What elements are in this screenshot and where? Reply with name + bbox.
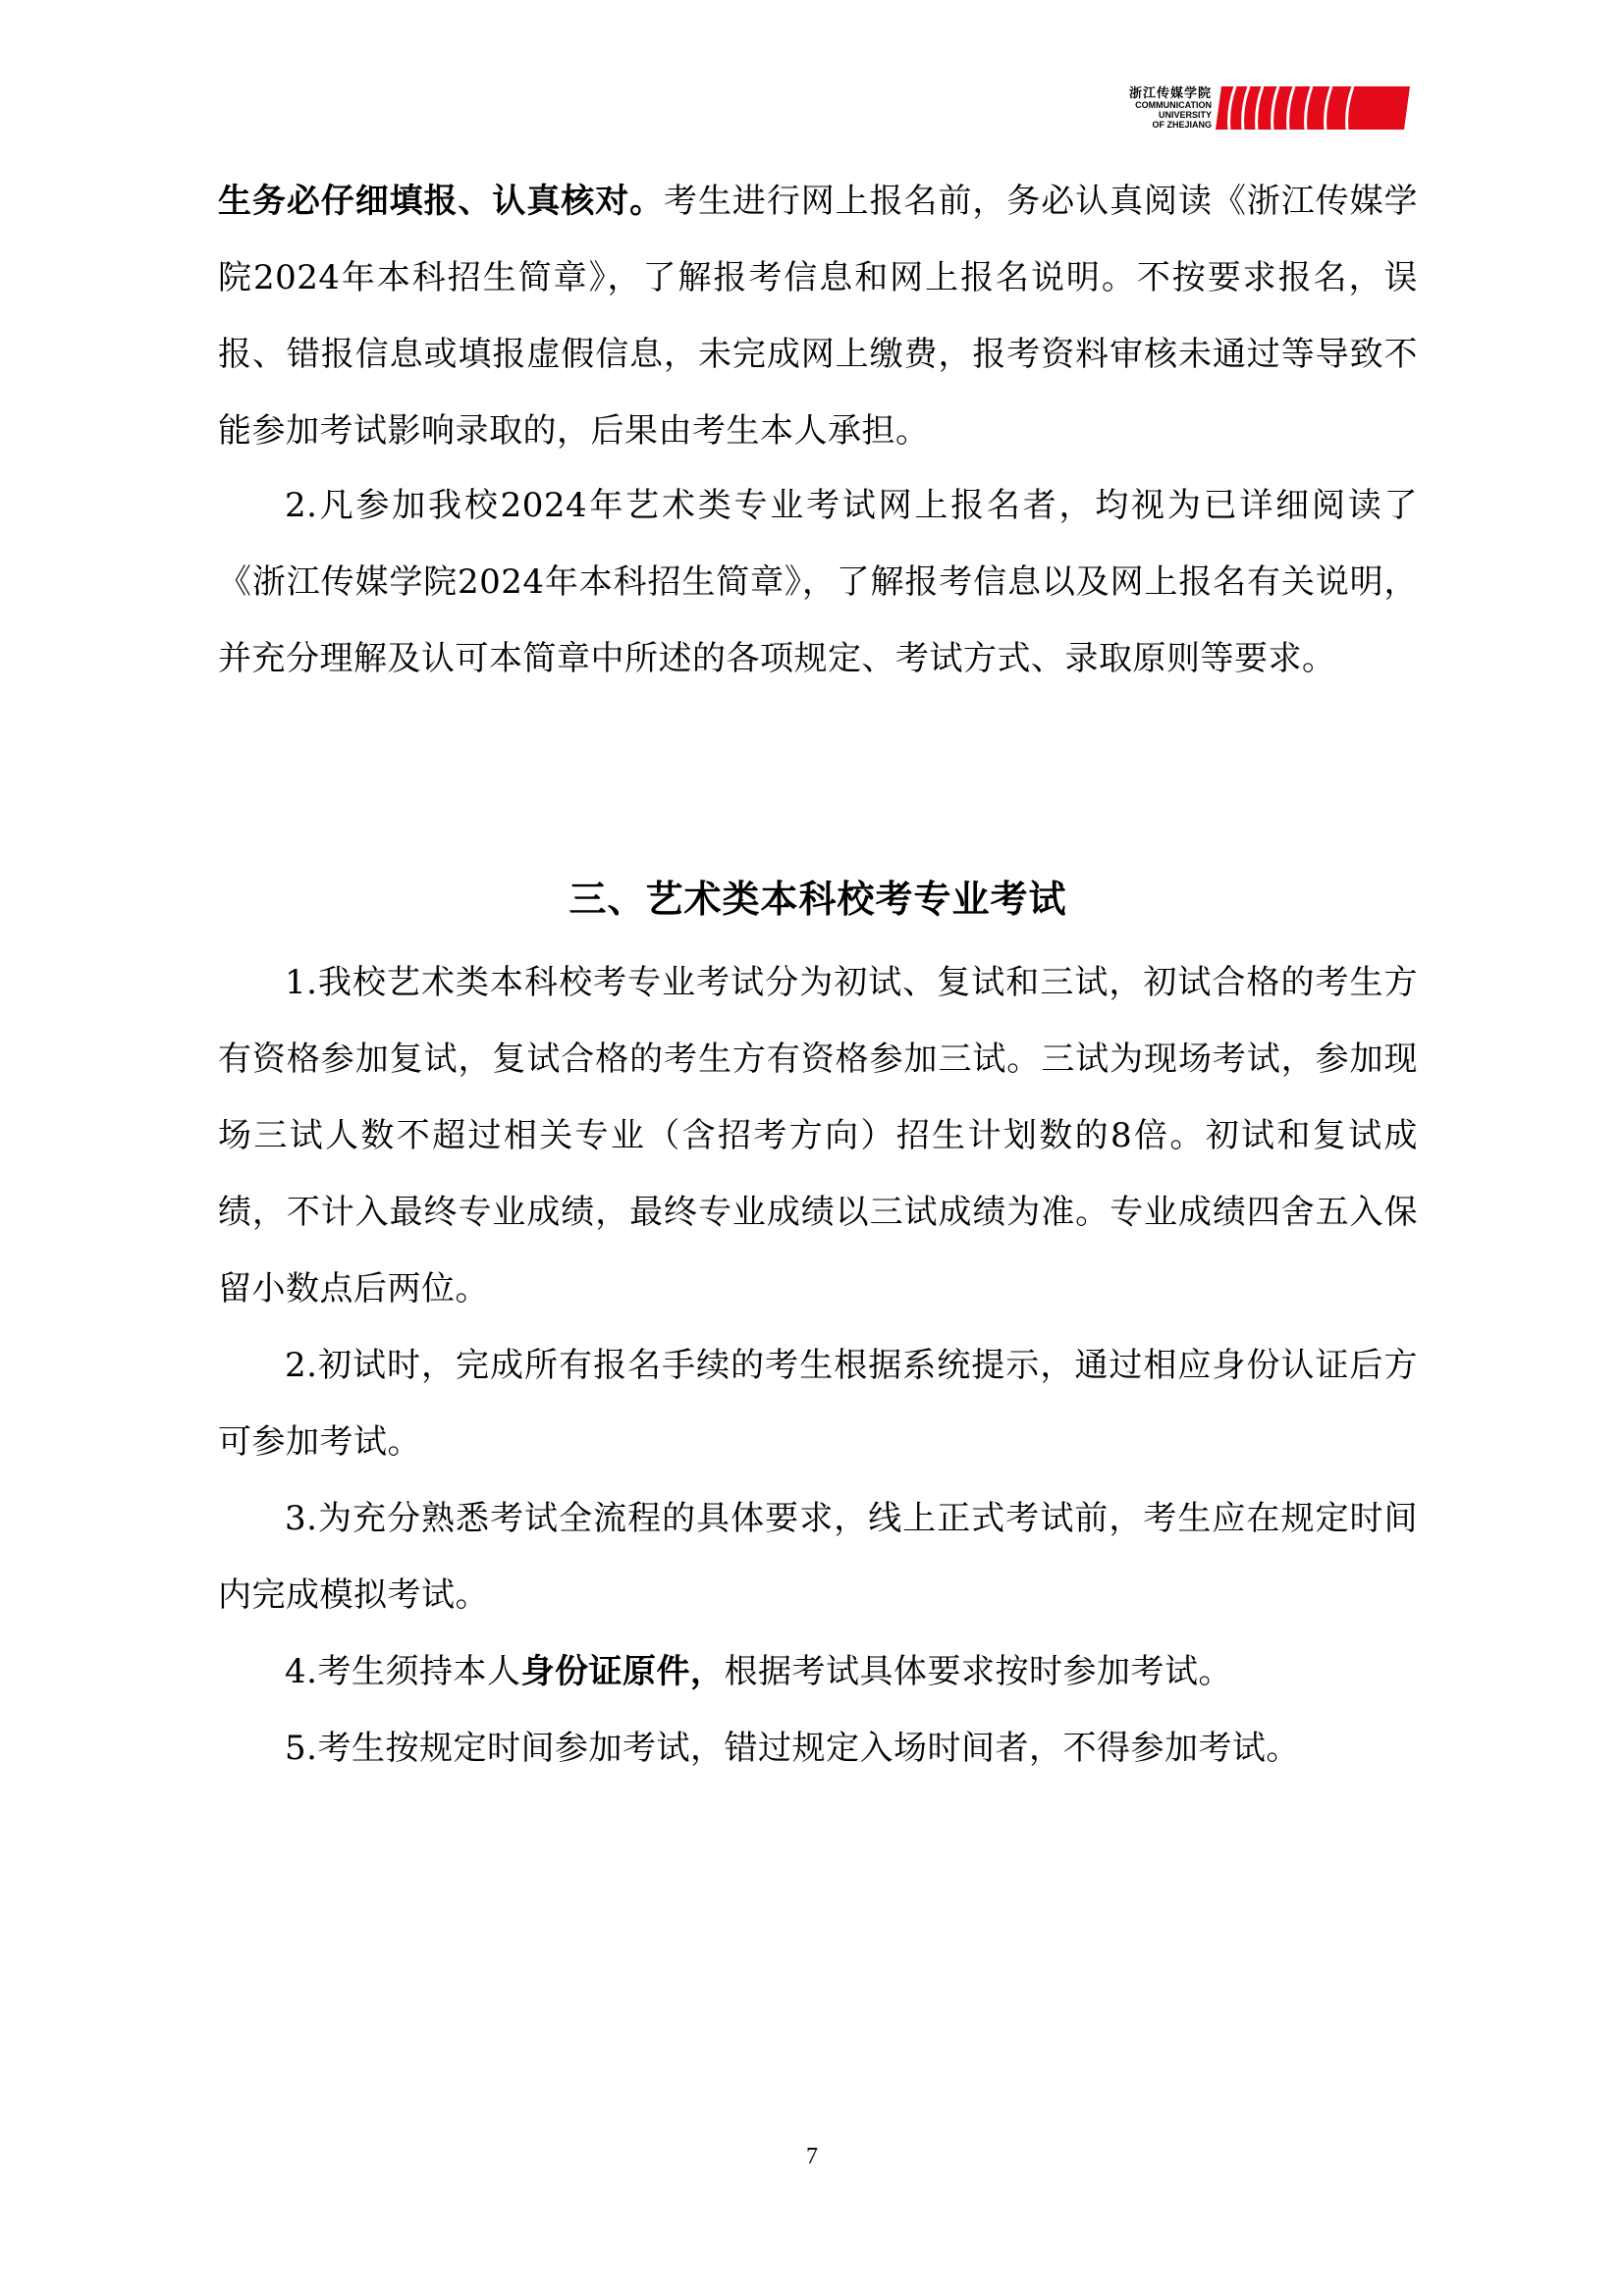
paragraph: 2.凡参加我校2024年艺术类专业考试网上报名者，均视为已详细阅读了《浙江传媒学院2024年本科招生简章》，了解报考信息以及网上报名有关说明，并充分理解及认可本简章中所述的各项规定、考试方式、录取原则等要求。 <box>218 486 1418 678</box>
logo-stripes-icon <box>1216 84 1412 132</box>
paragraph: 5.考生按规定时间参加考试，错过规定入场时间者，不得参加考试。 <box>285 1729 1300 1768</box>
emphasis-text: 身份证原件， <box>520 1652 725 1691</box>
paragraph: 3.为充分熟悉考试全流程的具体要求，线上正式考试前，考生应在规定时间内完成模拟考试。 <box>218 1499 1418 1615</box>
section-heading: 三、艺术类本科校考专业考试 <box>568 878 1067 921</box>
emphasis-text: 生务必仔细填报、认真核对。 <box>218 182 665 221</box>
logo-english-name <box>1117 100 1212 130</box>
paragraph: 1.我校艺术类本科校考专业考试分为初试、复试和三试，初试合格的考生方有资格参加复试，复试合格的考生方有资格参加三试。三试为现场考试，参加现场三试人数不超过相关专业（含招考方向）招生计划数的8倍。初试和复试成绩，不计入最终专业成绩，最终专业成绩以三试成绩为准。专业成绩四舍五入保留小数点后两位。 <box>218 963 1418 1308</box>
page-number: 7 <box>806 2144 818 2169</box>
logo-english-line: COMMUNICATION <box>1135 100 1212 110</box>
logo-english-line: UNIVERSITY <box>1158 110 1212 120</box>
paragraph-text: 考生进行网上报名前，务必认真阅读《浙江传媒学院2024年本科招生简章》，了解报考信息和网上报名说明。不按要求报名，误报、错报信息或填报虚假信息，未完成网上缴费，报考资料审核未通过等导致不能参加考试影响录取的，后果由考生本人承担。 <box>218 182 1419 451</box>
paragraph <box>218 163 1418 469</box>
paragraph-text: 根据考试具体要求按时参加考试。 <box>724 1652 1232 1691</box>
paragraph: 2.初试时，完成所有报名手续的考生根据系统提示，通过相应身份认证后方可参加考试。 <box>218 1346 1418 1462</box>
paragraph-text: 4.考生须持本人 <box>285 1652 521 1691</box>
logo-chinese-name: 浙江传媒学院 <box>1128 86 1212 101</box>
university-logo <box>1117 80 1414 137</box>
paragraph <box>218 1633 1418 1710</box>
logo-english-line: OF ZHEJIANG <box>1152 120 1212 130</box>
